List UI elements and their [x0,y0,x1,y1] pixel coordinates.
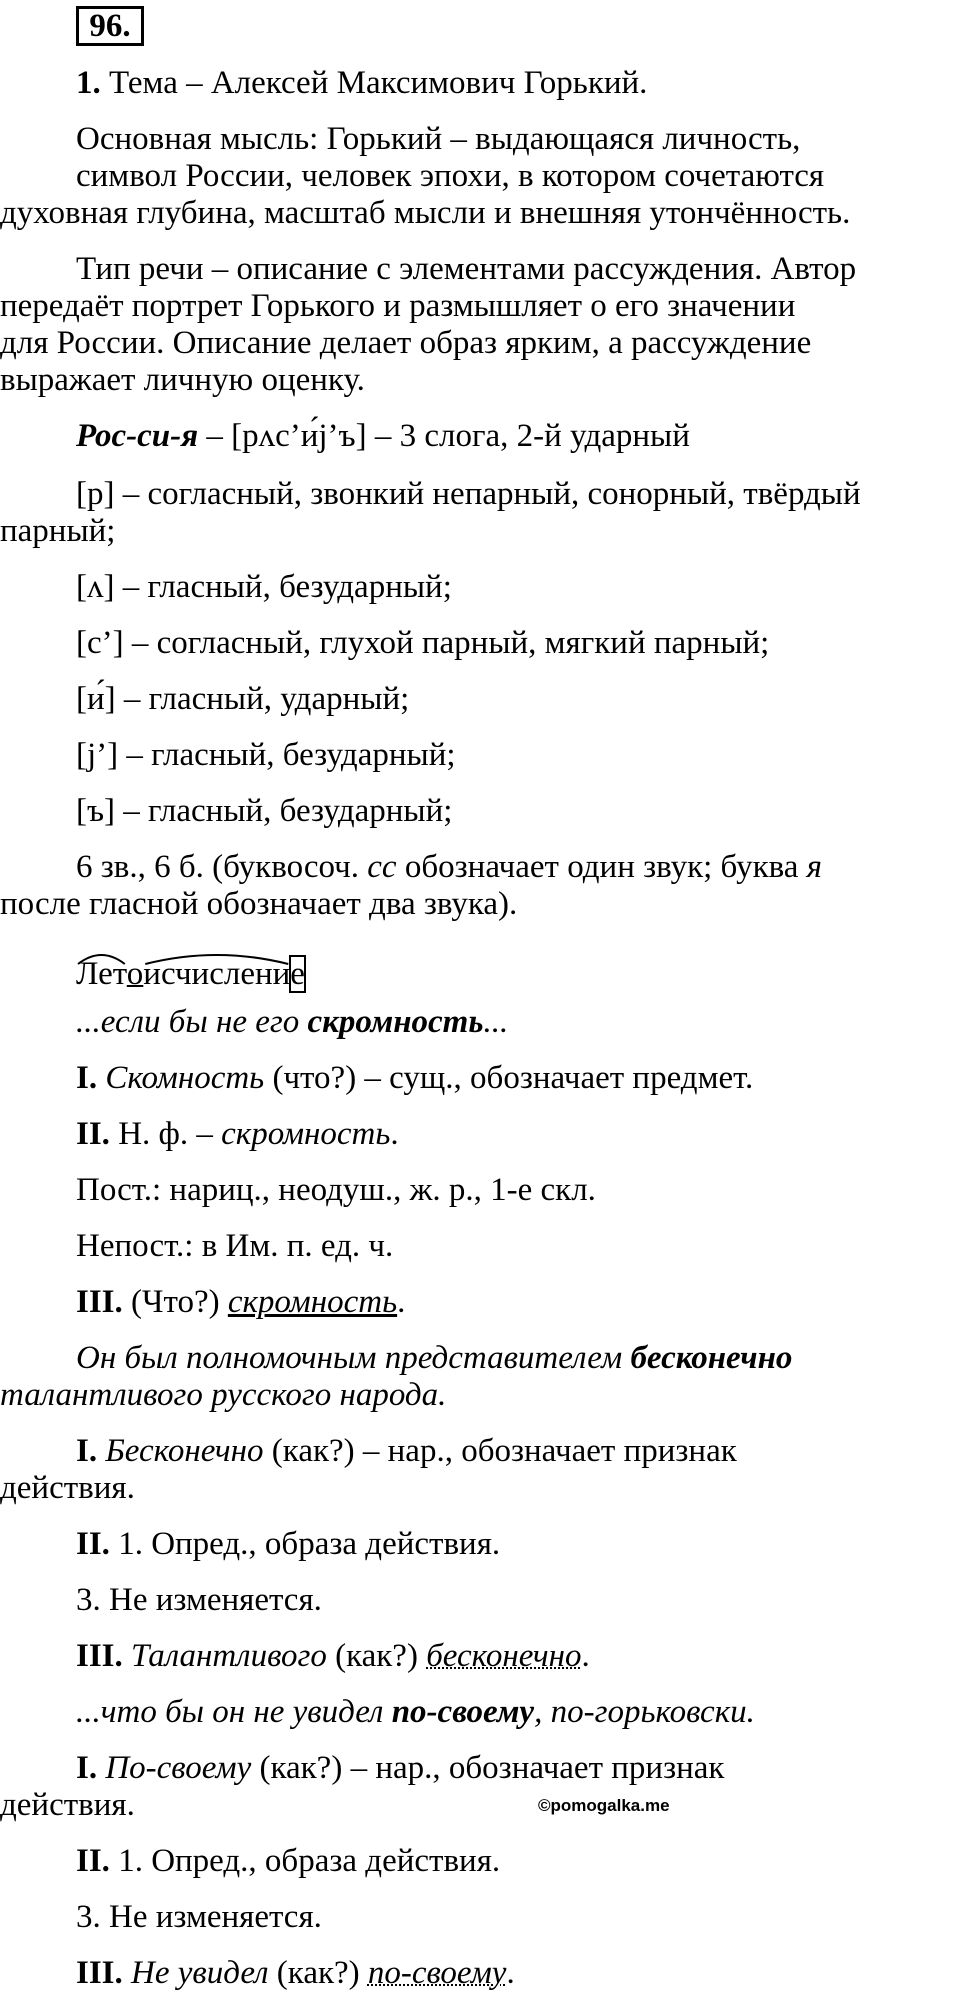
text-fragment [123,1638,131,1674]
text-line [76,623,960,663]
text-fragment: Он был полномочным представителем [76,1340,631,1376]
watermark: ©pomogalka.me [538,1796,670,1815]
text-fragment: скромность [221,1116,391,1152]
text-fragment: Скомность [105,1060,265,1096]
morpheme-ending: е [290,956,305,992]
text-fragment: выражает личную оценку. [0,362,365,398]
text-fragment: (как?) – нар., обозначает признак [263,1433,737,1469]
text-line [76,1841,960,1881]
text-fragment: [ъ] – гласный, безударный; [76,793,453,829]
text-fragment: Тип речи – описание с элементами рассуждения. Автор [76,251,857,287]
text-fragment: . [506,1955,515,1991]
text-line [76,1953,960,1993]
text-fragment: талантливого русского народа. [0,1377,447,1413]
text-line [76,1431,960,1471]
text-fragment: ... [483,1004,509,1040]
text-line [76,735,960,775]
root-arc-1 [78,955,125,964]
morpheme-root-2: исчислени [143,956,291,992]
text-line [0,1375,960,1415]
text-fragment [123,1955,131,1991]
text-fragment: . [390,1116,399,1152]
text-line [0,1785,960,1825]
text-line [0,323,960,363]
text-fragment: [ʌ] – гласный, безударный; [76,569,452,605]
text-fragment: Рос-си-я [76,418,199,454]
text-line [76,1058,960,1098]
text-fragment: скромность [227,1284,398,1320]
morpheme-connector: о [126,956,144,992]
text-line [76,119,960,159]
text-fragment: 1. Опред., образа действия. [109,1526,501,1562]
text-fragment: III. [76,1955,123,1991]
text-fragment: после гласной обозначает два звука). [0,886,518,922]
text-fragment: парный; [0,513,116,549]
text-line [76,1692,960,1732]
text-fragment: Пост.: нариц., неодуш., ж. р., 1-е скл. [76,1172,596,1208]
text-line [76,847,960,887]
text-fragment: символ России, человек эпохи, в котором сочетаются [76,158,825,194]
text-line [0,193,960,233]
text-line [0,884,960,924]
text-line [76,1524,960,1564]
text-line [76,1226,960,1266]
text-fragment: (Что?) [122,1284,228,1320]
text-line [76,1636,960,1676]
text-fragment: (как?) – нар., обозначает признак [251,1750,725,1786]
text-line [76,1114,960,1154]
text-line [76,1338,960,1378]
text-fragment: II. [76,1526,110,1562]
text-fragment: Непост.: в Им. п. ед. ч. [76,1228,394,1264]
text-fragment: Н. ф. – [109,1116,222,1152]
text-fragment: бесконечно [426,1638,582,1674]
text-line [76,1282,960,1322]
text-fragment: передаёт портрет Горького и размышляет о его значении [0,288,796,324]
text-fragment: скромность [307,1004,484,1040]
text-fragment: 6 зв., 6 б. (буквосоч. [76,849,368,885]
text-fragment: . [397,1284,406,1320]
text-line [76,1897,960,1937]
text-fragment: 3. Не изменяется. [76,1582,322,1618]
text-fragment: По-своему [105,1750,252,1786]
text-fragment: , по-горьковски. [534,1694,755,1730]
text-fragment: по-своему [367,1955,507,1991]
text-line [76,679,960,719]
text-fragment: Талантливого [131,1638,327,1674]
text-fragment: (как?) [326,1638,427,1674]
text-line [76,1170,960,1210]
text-line [0,1468,960,1508]
text-fragment: III. [76,1284,123,1320]
text-fragment: [j’] – гласный, безударный; [76,737,456,773]
text-fragment: по-своему [391,1694,535,1730]
text-fragment: II. [76,1116,110,1152]
root-arc-2 [145,955,288,964]
task-number: 96. [76,6,144,46]
text-fragment: 3. Не изменяется. [76,1899,322,1935]
morpheme-root-1: Лет [76,956,127,992]
text-line [76,791,960,831]
text-fragment: I. [76,1060,98,1096]
text-fragment: (как?) [268,1955,368,1991]
text-fragment: I. [76,1433,98,1469]
text-line [76,249,960,289]
text-fragment: I. [76,1750,98,1786]
text-fragment: бесконечно [630,1340,793,1376]
text-fragment: ...что бы он не увидел [76,1694,392,1730]
text-line [76,156,960,196]
text-fragment: обозначает один звук; буква [396,849,807,885]
text-fragment: ...если бы не его [76,1004,308,1040]
text-fragment: II. [76,1843,110,1879]
text-fragment: (что?) – сущ., обозначает предмет. [264,1060,754,1096]
text-line [0,511,960,551]
text-fragment: для России. Описание делает образ ярким, а рассуждение [0,325,812,361]
text-fragment: [и́] – гласный, ударный; [76,681,410,717]
text-fragment: сс [367,849,397,885]
text-fragment: действия. [0,1787,135,1823]
text-fragment: духовная глубина, масштаб мысли и внешняя утончённость. [0,195,851,231]
text-fragment: . [581,1638,590,1674]
text-line [76,567,960,607]
text-line [76,1748,960,1788]
text-line [76,1580,960,1620]
text-fragment: Тема – Алексей Максимович Горький. [100,65,648,101]
text-line [0,360,960,400]
text-fragment: Не увидел [131,1955,269,1991]
morpheme-marks [76,954,476,1014]
text-fragment: 1. Опред., образа действия. [109,1843,501,1879]
text-line [0,286,960,326]
text-fragment: я [806,849,823,885]
text-line [76,474,960,514]
text-fragment: 1. [76,65,101,101]
text-fragment: III. [76,1638,123,1674]
text-fragment: [с’] – согласный, глухой парный, мягкий парный; [76,625,770,661]
text-line [76,63,960,103]
text-line [76,416,960,456]
text-fragment: Бесконечно [105,1433,264,1469]
text-fragment: действия. [0,1470,135,1506]
text-fragment: – [рʌс’и́j’ъ] – 3 слога, 2-й ударный [198,418,690,454]
text-fragment: Основная мысль: Горький – выдающаяся личность, [76,121,801,157]
text-fragment: [р] – согласный, звонкий непарный, сонорный, твёрдый [76,476,861,512]
